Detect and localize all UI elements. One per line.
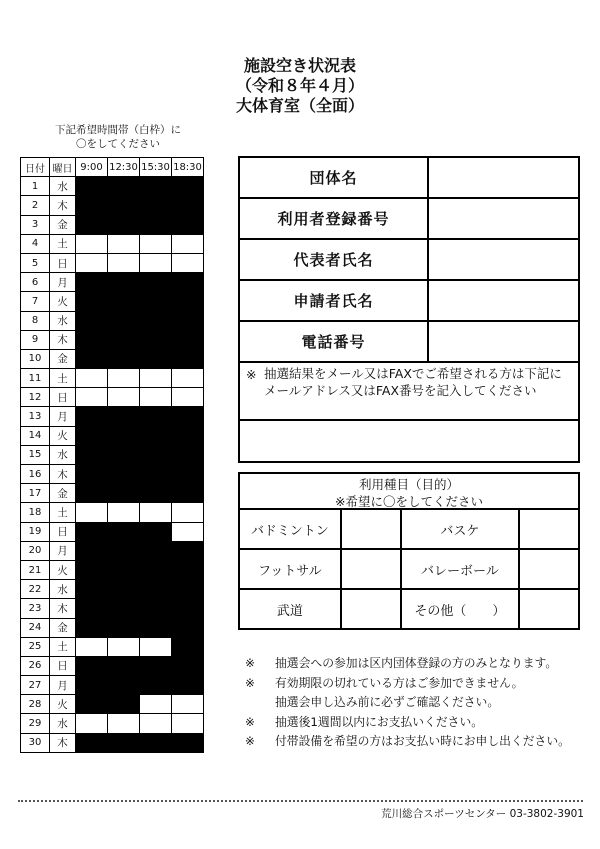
calendar-row [21,292,204,311]
slot-available[interactable] [108,234,140,253]
calendar-row [21,733,204,752]
day-number: 4 [21,234,50,253]
slot-unavailable [76,580,108,599]
day-number: 19 [21,522,50,541]
weekday: 水 [50,311,76,330]
footer-divider [18,800,583,802]
day-number: 16 [21,465,50,484]
day-number: 15 [21,445,50,464]
calendar-body [21,177,204,753]
usage-section [238,472,580,630]
page-subtitle-facility: 大体育室（全面） [235,96,364,115]
slot-unavailable [108,196,140,215]
slot-available[interactable] [76,388,108,407]
calendar-row [21,426,204,445]
field-label-applicant: 申請者氏名 [239,280,428,321]
slot-unavailable [172,445,204,464]
slot-available[interactable] [108,637,140,656]
email-fax-notice [239,362,579,420]
weekday: 日 [50,253,76,272]
slot-available[interactable] [76,369,108,388]
field-input-phone[interactable] [428,321,579,362]
slot-available[interactable] [108,388,140,407]
weekday: 土 [50,234,76,253]
slot-available[interactable] [140,234,172,253]
calendar-row [21,215,204,234]
calendar-row [21,503,204,522]
slot-unavailable [140,733,172,752]
form-row [239,198,579,239]
day-number: 12 [21,388,50,407]
slot-unavailable [140,407,172,426]
slot-unavailable [172,330,204,349]
slot-unavailable [76,445,108,464]
slot-unavailable [140,311,172,330]
sport-checkbox[interactable] [341,509,401,549]
day-number: 22 [21,580,50,599]
instruction-line: 下記希望時間帯（白枠）に [55,124,181,136]
calendar-row [21,637,204,656]
slot-unavailable [108,465,140,484]
slot-unavailable [140,541,172,560]
note-mark: ※ [246,367,257,382]
slot-available[interactable] [140,714,172,733]
note-mark: ※ [245,734,255,748]
note-item [245,693,595,713]
slot-unavailable [172,656,204,675]
weekday: 木 [50,465,76,484]
slot-unavailable [76,599,108,618]
slot-available[interactable] [108,503,140,522]
slot-unavailable [140,599,172,618]
weekday: 月 [50,273,76,292]
weekday: 土 [50,503,76,522]
slot-unavailable [76,618,108,637]
form-row [239,321,579,362]
weekday: 金 [50,618,76,637]
day-number: 2 [21,196,50,215]
calendar-row [21,407,204,426]
slot-unavailable [108,311,140,330]
slot-available[interactable] [140,503,172,522]
slot-unavailable [172,733,204,752]
day-number: 23 [21,599,50,618]
slot-available[interactable] [76,234,108,253]
col-header-day: 日付 [21,158,50,177]
slot-available[interactable] [140,695,172,714]
slot-unavailable [172,465,204,484]
slot-unavailable [76,465,108,484]
slot-unavailable [108,695,140,714]
day-number: 20 [21,541,50,560]
slot-unavailable [140,273,172,292]
slot-unavailable [172,637,204,656]
field-input-group-name[interactable] [428,157,579,198]
weekday: 水 [50,445,76,464]
slot-unavailable [140,465,172,484]
note-item [245,654,595,674]
sport-checkbox[interactable] [341,589,401,629]
day-number: 3 [21,215,50,234]
day-number: 25 [21,637,50,656]
slot-unavailable [172,215,204,234]
day-number: 6 [21,273,50,292]
field-label-group-name: 団体名 [239,157,428,198]
slot-unavailable [140,676,172,695]
calendar-row [21,253,204,272]
slot-unavailable [76,733,108,752]
page-subtitle-period: （令和８年４月） [235,76,364,95]
note-item [245,674,595,694]
day-number: 24 [21,618,50,637]
slot-unavailable [140,330,172,349]
slot-available[interactable] [140,369,172,388]
slot-unavailable [108,177,140,196]
slot-unavailable [76,541,108,560]
slot-available[interactable] [76,637,108,656]
slot-unavailable [140,177,172,196]
day-number: 14 [21,426,50,445]
email-fax-input[interactable] [239,420,579,462]
note-mark: ※ [245,656,255,670]
slot-unavailable [108,733,140,752]
slot-unavailable [108,541,140,560]
slot-unavailable [76,330,108,349]
slot-unavailable [108,426,140,445]
note-mark: ※ [245,714,255,729]
slot-unavailable [76,349,108,368]
slot-unavailable [140,445,172,464]
calendar-row [21,676,204,695]
day-number: 8 [21,311,50,330]
slot-unavailable [108,349,140,368]
calendar-row [21,445,204,464]
weekday: 日 [50,656,76,675]
slot-unavailable [108,560,140,579]
slot-unavailable [76,196,108,215]
page-title: 施設空き状況表 [243,56,356,75]
usage-header-instruction: ※希望に〇をしてください [335,494,483,509]
slot-unavailable [140,196,172,215]
weekday: 水 [50,580,76,599]
day-number: 13 [21,407,50,426]
slot-available[interactable] [172,253,204,272]
slot-available[interactable] [172,522,204,541]
slot-unavailable [108,599,140,618]
calendar-row [21,234,204,253]
weekday: 月 [50,407,76,426]
day-number: 28 [21,695,50,714]
calendar-row [21,714,204,733]
slot-unavailable [140,522,172,541]
weekday: 水 [50,714,76,733]
slot-unavailable [140,560,172,579]
day-number: 5 [21,253,50,272]
slot-unavailable [76,695,108,714]
slot-unavailable [140,618,172,637]
sport-checkbox[interactable] [519,509,579,549]
slot-unavailable [172,541,204,560]
slot-unavailable [108,484,140,503]
sport-checkbox[interactable] [519,589,579,629]
form-row [239,239,579,280]
calendar-row [21,311,204,330]
sport-label: バレーボール [401,549,519,589]
calendar-row [21,522,204,541]
slot-unavailable [140,426,172,445]
col-header-slot: 15:30 [140,158,172,177]
slot-unavailable [172,349,204,368]
day-number: 21 [21,560,50,579]
slot-available[interactable] [140,637,172,656]
slot-unavailable [172,618,204,637]
slot-available[interactable] [172,369,204,388]
form-row [239,280,579,321]
slot-available[interactable] [108,714,140,733]
slot-unavailable [108,407,140,426]
calendar-row [21,388,204,407]
weekday: 土 [50,637,76,656]
slot-unavailable [140,580,172,599]
slot-unavailable [108,330,140,349]
note-mark: ※ [245,675,255,690]
calendar-row [21,349,204,368]
slot-unavailable [172,580,204,599]
slot-unavailable [140,656,172,675]
day-number: 30 [21,733,50,752]
calendar-row [21,177,204,196]
sport-checkbox[interactable] [519,549,579,589]
slot-unavailable [76,177,108,196]
slot-available[interactable] [172,388,204,407]
weekday: 金 [50,484,76,503]
note-text: 抽選会への参加は区内団体登録の方のみとなります。 [275,656,558,670]
field-label-phone: 電話番号 [239,321,428,362]
calendar-row [21,656,204,675]
slot-unavailable [172,196,204,215]
weekday: 日 [50,522,76,541]
slot-unavailable [172,407,204,426]
weekday: 月 [50,541,76,560]
slot-unavailable [108,273,140,292]
slot-unavailable [76,407,108,426]
calendar-row [21,695,204,714]
field-input-applicant[interactable] [428,280,579,321]
calendar-row [21,541,204,560]
field-input-registration-number[interactable] [428,198,579,239]
calendar-row [21,330,204,349]
slot-available[interactable] [140,388,172,407]
weekday: 月 [50,676,76,695]
col-header-slot: 9:00 [76,158,108,177]
slot-unavailable [76,522,108,541]
slot-unavailable [76,656,108,675]
calendar-row [21,560,204,579]
slot-unavailable [172,484,204,503]
day-number: 10 [21,349,50,368]
form-row [239,157,579,198]
availability-calendar [20,157,204,753]
note-text: 付帯設備を希望の方はお支払い時にお申し出ください。 [275,734,570,748]
slot-available[interactable] [172,714,204,733]
slot-unavailable [108,522,140,541]
weekday: 土 [50,369,76,388]
note-item [245,732,595,752]
slot-unavailable [76,273,108,292]
slot-unavailable [76,676,108,695]
slot-unavailable [172,426,204,445]
instruction-line: 〇をしてください [76,138,160,150]
slot-unavailable [172,676,204,695]
slot-unavailable [76,292,108,311]
calendar-instruction [28,123,208,151]
usage-table [238,508,580,630]
slot-unavailable [172,273,204,292]
slot-unavailable [76,426,108,445]
slot-available[interactable] [76,503,108,522]
note-text: 抽選会申し込み前に必ずご確認ください。 [275,695,500,709]
field-label-registration-number: 利用者登録番号 [239,198,428,239]
footer-contact: 荒川総合スポーツセンター 03-3802-3901 [381,808,584,820]
calendar-row [21,465,204,484]
note-text: 抽選後1週間以内にお支払いください。 [275,714,484,729]
slot-unavailable [172,599,204,618]
slot-unavailable [140,215,172,234]
calendar-row [21,196,204,215]
weekday: 金 [50,349,76,368]
calendar-row [21,599,204,618]
calendar-row [21,484,204,503]
sport-label: バスケ [401,509,519,549]
usage-header-title: 利用種目（目的） [358,477,459,492]
slot-available[interactable] [108,369,140,388]
slot-available[interactable] [76,714,108,733]
day-number: 11 [21,369,50,388]
slot-available[interactable] [172,695,204,714]
day-number: 9 [21,330,50,349]
slot-unavailable [172,311,204,330]
slot-unavailable [108,676,140,695]
notes-list [245,654,595,752]
note-item [245,713,595,733]
slot-available[interactable] [172,234,204,253]
slot-unavailable [108,580,140,599]
calendar-row [21,618,204,637]
weekday: 日 [50,388,76,407]
slot-unavailable [172,177,204,196]
col-header-weekday: 曜日 [50,158,76,177]
col-header-slot: 12:30 [108,158,140,177]
slot-available[interactable] [76,253,108,272]
slot-unavailable [140,292,172,311]
slot-unavailable [108,292,140,311]
slot-unavailable [76,311,108,330]
sport-checkbox[interactable] [341,549,401,589]
slot-unavailable [108,445,140,464]
calendar-row [21,273,204,292]
slot-unavailable [108,618,140,637]
slot-unavailable [76,215,108,234]
weekday: 火 [50,292,76,311]
day-number: 1 [21,177,50,196]
slot-unavailable [76,560,108,579]
weekday: 木 [50,196,76,215]
calendar-row [21,369,204,388]
weekday: 金 [50,215,76,234]
notice-text: 抽選結果をメール又はFAXでご希望される方は下記にメールアドレス又はFAX番号を記入してください [264,366,562,398]
slot-available[interactable] [172,503,204,522]
sport-label: バドミントン [239,509,341,549]
weekday: 木 [50,330,76,349]
field-label-representative: 代表者氏名 [239,239,428,280]
field-input-representative[interactable] [428,239,579,280]
slot-unavailable [108,656,140,675]
slot-unavailable [172,292,204,311]
applicant-form [238,156,580,463]
sport-label: その他（ ） [401,589,519,629]
weekday: 火 [50,560,76,579]
slot-unavailable [76,484,108,503]
slot-unavailable [108,215,140,234]
weekday: 火 [50,426,76,445]
weekday: 水 [50,177,76,196]
day-number: 7 [21,292,50,311]
slot-unavailable [140,484,172,503]
day-number: 29 [21,714,50,733]
slot-available[interactable] [108,253,140,272]
day-number: 27 [21,676,50,695]
day-number: 17 [21,484,50,503]
weekday: 木 [50,733,76,752]
sport-label: 武道 [239,589,341,629]
weekday: 火 [50,695,76,714]
usage-header [238,472,580,510]
col-header-slot: 18:30 [172,158,204,177]
day-number: 26 [21,656,50,675]
sport-label: フットサル [239,549,341,589]
note-text: 有効期限の切れている方はご参加できません。 [275,675,524,690]
calendar-row [21,580,204,599]
slot-unavailable [172,560,204,579]
day-number: 18 [21,503,50,522]
weekday: 木 [50,599,76,618]
slot-unavailable [140,349,172,368]
slot-available[interactable] [140,253,172,272]
